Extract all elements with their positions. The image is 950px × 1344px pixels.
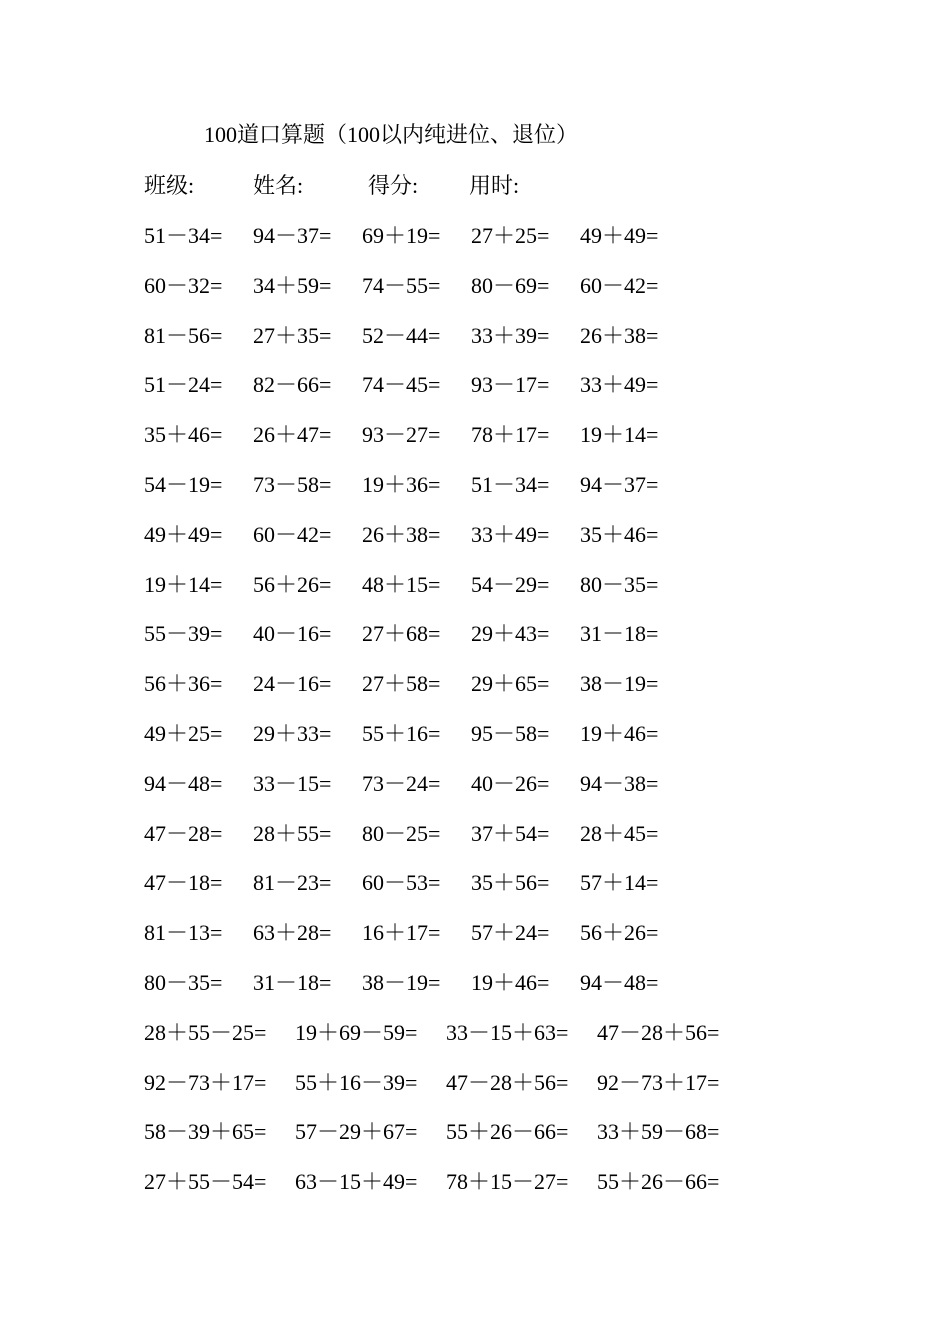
mixed-problem-item: 27＋55－54= (144, 1169, 267, 1195)
problem-item: 80－35= (580, 571, 659, 597)
problem-item: 33＋39= (471, 322, 550, 348)
problem-item: 24－16= (253, 671, 332, 697)
problem-item: 81－13= (144, 920, 223, 946)
problem-item: 49＋49= (144, 521, 223, 547)
problem-item: 49＋25= (144, 720, 223, 746)
mixed-problem-item: 55＋16－39= (295, 1069, 418, 1095)
problem-item: 33＋49= (580, 372, 659, 398)
problem-item: 94－48= (144, 770, 223, 796)
time-label: 用时: (469, 173, 520, 198)
class-label: 班级: (144, 173, 195, 198)
problem-item: 81－23= (253, 870, 332, 896)
problem-item: 37＋54= (471, 820, 550, 846)
problem-item: 57＋14= (580, 870, 659, 896)
problem-item: 47－18= (144, 870, 223, 896)
problem-item: 78＋17= (471, 422, 550, 448)
problem-item: 52－44= (362, 322, 441, 348)
problem-item: 26＋47= (253, 422, 332, 448)
problem-item: 40－16= (253, 621, 332, 647)
mixed-problem-item: 92－73＋17= (144, 1069, 267, 1095)
problem-item: 57＋24= (471, 920, 550, 946)
problem-item: 19＋46= (471, 969, 550, 995)
problem-item: 74－45= (362, 372, 441, 398)
problem-item: 38－19= (362, 969, 441, 995)
problem-item: 82－66= (253, 372, 332, 398)
problem-item: 29＋33= (253, 720, 332, 746)
problem-item: 94－48= (580, 969, 659, 995)
problem-item: 56＋26= (580, 920, 659, 946)
mixed-problem-item: 55＋26－66= (597, 1169, 720, 1195)
problem-item: 27＋58= (362, 671, 441, 697)
problem-item: 27＋35= (253, 322, 332, 348)
problem-item: 26＋38= (580, 322, 659, 348)
problem-item: 94－38= (580, 770, 659, 796)
worksheet-title: 100道口算题（100以内纯进位、退位） (204, 122, 579, 147)
problem-item: 55＋16= (362, 720, 441, 746)
mixed-problem-item: 63－15＋49= (295, 1169, 418, 1195)
problem-item: 31－18= (580, 621, 659, 647)
problem-item: 34＋59= (253, 272, 332, 298)
problem-item: 47－28= (144, 820, 223, 846)
problem-item: 60－42= (253, 521, 332, 547)
problem-item: 81－56= (144, 322, 223, 348)
problem-item: 27＋25= (471, 223, 550, 248)
mixed-problem-item: 78＋15－27= (446, 1169, 569, 1195)
problem-item: 33－15= (253, 770, 332, 796)
problem-item: 95－58= (471, 720, 550, 746)
problem-item: 31－18= (253, 969, 332, 995)
problem-item: 51－34= (471, 471, 550, 497)
mixed-problem-item: 92－73＋17= (597, 1069, 720, 1095)
problem-item: 35＋56= (471, 870, 550, 896)
score-label: 得分: (368, 173, 419, 198)
problem-item: 38－19= (580, 671, 659, 697)
problem-item: 29＋65= (471, 671, 550, 697)
mixed-problem-item: 57－29＋67= (295, 1119, 418, 1145)
problem-item: 93－27= (362, 422, 441, 448)
problem-item: 73－24= (362, 770, 441, 796)
problem-item: 63＋28= (253, 920, 332, 946)
problem-item: 49＋49= (580, 223, 659, 248)
problem-item: 28＋55= (253, 820, 332, 846)
problem-item: 80－35= (144, 969, 223, 995)
problem-item: 94－37= (253, 223, 332, 248)
problem-item: 28＋45= (580, 820, 659, 846)
problem-item: 35＋46= (144, 422, 223, 448)
problem-item: 26＋38= (362, 521, 441, 547)
problem-item: 19＋36= (362, 471, 441, 497)
problem-item: 29＋43= (471, 621, 550, 647)
problem-item: 35＋46= (580, 521, 659, 547)
problem-item: 80－25= (362, 820, 441, 846)
mixed-problem-item: 58－39＋65= (144, 1119, 267, 1145)
problem-item: 74－55= (362, 272, 441, 298)
problem-item: 51－24= (144, 372, 223, 398)
mixed-problem-item: 33－15＋63= (446, 1019, 569, 1045)
problem-item: 60－42= (580, 272, 659, 298)
problem-item: 19＋14= (580, 422, 659, 448)
problem-item: 56＋36= (144, 671, 223, 697)
problem-item: 60－53= (362, 870, 441, 896)
problem-item: 60－32= (144, 272, 223, 298)
problem-item: 93－17= (471, 372, 550, 398)
problem-item: 56＋26= (253, 571, 332, 597)
mixed-problem-item: 47－28＋56= (446, 1069, 569, 1095)
problem-item: 80－69= (471, 272, 550, 298)
mixed-problem-item: 33＋59－68= (597, 1119, 720, 1145)
problem-item: 16＋17= (362, 920, 441, 946)
problem-item: 19＋14= (144, 571, 223, 597)
name-label: 姓名: (253, 173, 304, 198)
problem-item: 54－29= (471, 571, 550, 597)
mixed-problem-item: 28＋55－25= (144, 1019, 267, 1045)
problem-item: 51－34= (144, 223, 223, 248)
problem-item: 48＋15= (362, 571, 441, 597)
problem-item: 69＋19= (362, 223, 441, 248)
problem-item: 40－26= (471, 770, 550, 796)
problem-item: 94－37= (580, 471, 659, 497)
mixed-problem-item: 47－28＋56= (597, 1019, 720, 1045)
mixed-problem-item: 19＋69－59= (295, 1019, 418, 1045)
mixed-problem-item: 55＋26－66= (446, 1119, 569, 1145)
problem-item: 19＋46= (580, 720, 659, 746)
problem-item: 27＋68= (362, 621, 441, 647)
problem-item: 55－39= (144, 621, 223, 647)
problem-item: 54－19= (144, 471, 223, 497)
problem-item: 33＋49= (471, 521, 550, 547)
problem-item: 73－58= (253, 471, 332, 497)
